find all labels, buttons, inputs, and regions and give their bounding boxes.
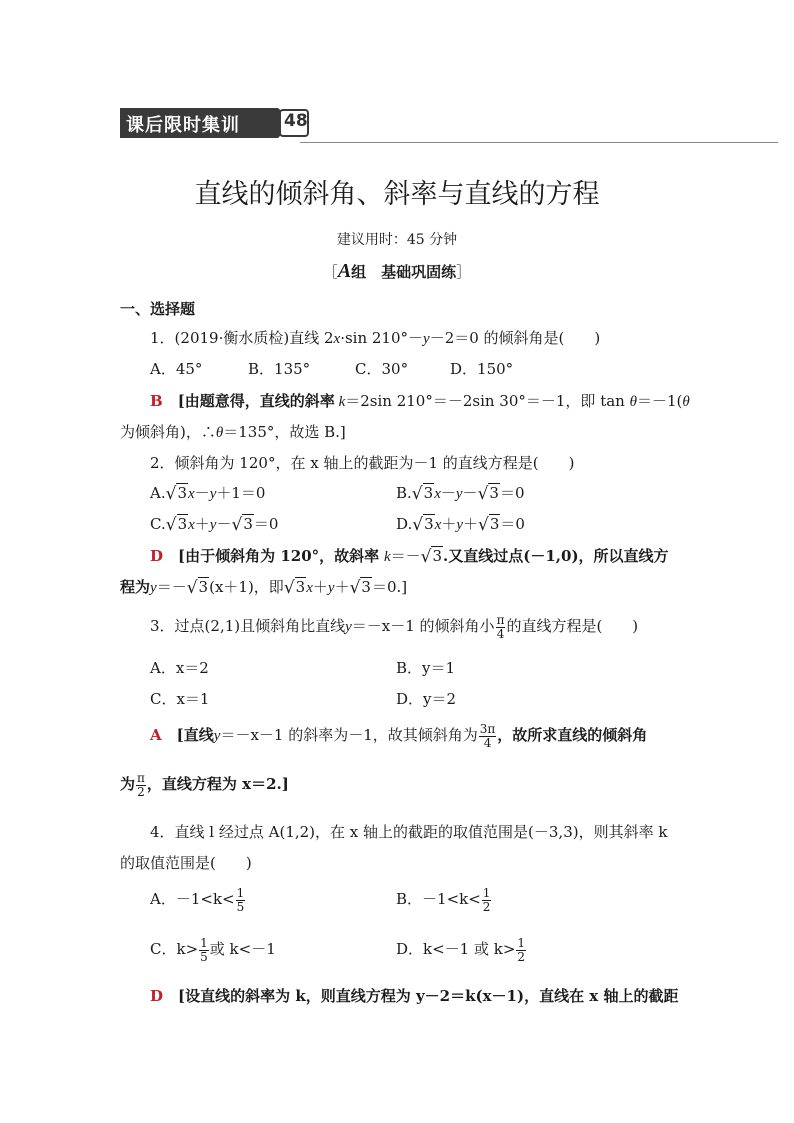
q1-option-c: C．30° xyxy=(355,360,409,378)
group-label: 组 基础巩固练 xyxy=(351,263,457,281)
q4-solution: D [设直线的斜率为 k，则直线方程为 y－2＝k(x－1)，直线在 x 轴上的截距 xyxy=(150,987,679,1005)
q3-option-b: B．y＝1 xyxy=(396,659,456,677)
q2-option-c: C.√3x＋y－√3＝0 xyxy=(150,515,279,535)
q3-solution-cont: 为 $\frac{\pi}{2}$ ，直线方程为 x＝2.] xyxy=(120,771,289,799)
section-heading: 一、选择题 xyxy=(120,300,196,318)
q2-option-b: B.√3x－y－√3＝0 xyxy=(396,484,525,504)
q1-solution: B [由题意得，直线的斜率 k＝2sin 210°＝－2sin 30°＝－1，即 tan θ＝－1(θ xyxy=(150,392,690,410)
q4-option-a: A．－1<k< $\frac{1}{5}$ xyxy=(150,886,245,914)
q3-stem: 3．过点(2,1)且倾斜角比直线y＝－x－1 的倾斜角小 $\frac{\pi}{4}$ 的直线方程是( ) xyxy=(150,613,639,641)
q2-option-d: D.√3x＋y＋√3＝0 xyxy=(396,515,525,535)
q2-stem: 2．倾斜角为 120°，在 x 轴上的截距为－1 的直线方程是( ) xyxy=(150,454,575,472)
q2-option-a: A.√3x－y＋1＝0 xyxy=(150,484,266,504)
group-letter: A xyxy=(337,260,352,282)
q4-option-b: B．－1<k< $\frac{1}{2}$ xyxy=(396,886,491,914)
q1-answer: B xyxy=(150,392,163,410)
q1-option-b: B．135° xyxy=(248,360,311,378)
q1-option-d: D．150° xyxy=(450,360,514,378)
q1-solution-cont: 为倾斜角)，∴θ＝135°，故选 B.] xyxy=(120,423,346,441)
q2-solution: D [由于倾斜角为 120°，故斜率 k＝－√3.又直线过点(－1,0)，所以直线方 xyxy=(150,547,669,567)
header-rule xyxy=(300,142,778,143)
suggested-time: 建议用时：45 分钟 xyxy=(336,232,458,248)
group-heading: ［A组 基础巩固练］ xyxy=(322,260,472,282)
q4-stem-cont: 的取值范围是( ) xyxy=(120,854,252,872)
badge-label: 课后限时集训 xyxy=(126,115,240,136)
q4-answer: D xyxy=(150,987,164,1005)
q3-option-d: D．y＝2 xyxy=(396,690,457,708)
q4-option-c: C．k> $\frac{1}{5}$ 或 k<－1 xyxy=(150,936,276,964)
q2-solution-cont: 程为y＝－√3(x＋1)，即√3x＋y＋√3＝0.] xyxy=(120,578,408,598)
q3-option-a: A．x＝2 xyxy=(150,659,209,677)
page-title: 直线的倾斜角、斜率与直线的方程 xyxy=(194,179,600,210)
q4-stem: 4．直线 l 经过点 A(1,2)，在 x 轴上的截距的取值范围是(－3,3)，则其斜率 k xyxy=(150,823,668,841)
q1-stem: 1．(2019·衡水质检)直线 2x·sin 210°－y－2＝0 的倾斜角是( ) xyxy=(150,329,601,347)
q1-option-a: A．45° xyxy=(150,360,203,378)
q3-answer: A xyxy=(150,726,162,745)
q3-option-c: C．x＝1 xyxy=(150,690,210,708)
q4-option-d: D．k<－1 或 k> $\frac{1}{2}$ xyxy=(396,936,526,964)
q2-answer: D xyxy=(150,547,164,565)
badge-number: 48 xyxy=(284,111,308,131)
q3-solution: A [直线y＝－x－1 的斜率为－1，故其倾斜角为 $\frac{3\pi}{4}$ ，故所求直线的倾斜角 xyxy=(150,722,648,750)
